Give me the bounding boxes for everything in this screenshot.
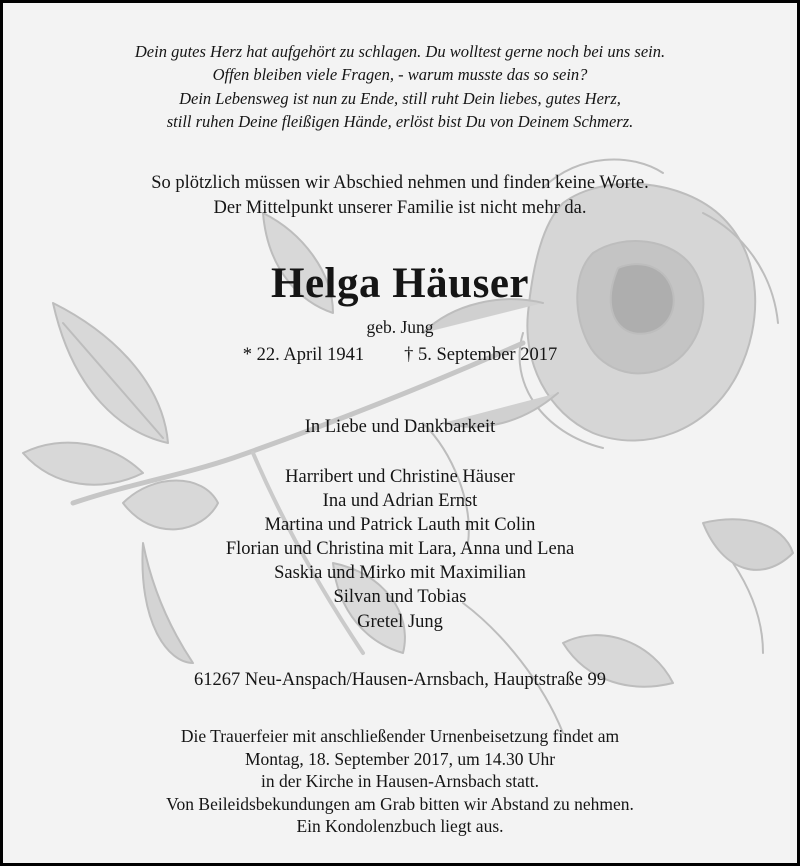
obituary-card [3,3,797,863]
life-dates [3,343,797,367]
ceremony-line: Montag, 18. September 2017, um 14.30 Uhr [244,748,556,769]
family-member: Florian und Christina mit Lara, Anna und Lena [225,539,575,560]
family-member: Gretel Jung [357,611,443,632]
poem [3,40,797,133]
ceremony-line: Ein Kondolenzbuch liegt aus. [296,816,504,836]
family-member: Ina und Adrian Ernst [322,491,478,512]
intro-line: Der Mittelpunkt unserer Familie ist nicht mehr da. [213,198,587,218]
poem-line: still ruhen Deine fleißigen Hände, erlöst bist Du von Deinem Schmerz. [166,111,634,131]
family-member: Martina und Patrick Lauth mit Colin [264,515,536,536]
ceremony-line: in der Kirche in Hausen-Arnsbach statt. [261,771,539,791]
poem-line: Dein gutes Herz hat aufgehört zu schlagen. Du wolltest gerne noch bei uns sein. [134,42,666,61]
family-member: Saskia und Mirko mit Maximilian [274,563,526,584]
ceremony-line: Von Beileidsbekundungen am Grab bitten wir Abstand zu nehmen. [166,793,634,814]
family-member: Harribert und Christine Häuser [285,467,515,487]
dedication: In Liebe und Dankbarkeit [304,417,496,437]
ceremony-info [3,725,797,838]
family-list [3,465,797,634]
intro-line: So plötzlich müssen wir Abschied nehmen und finden keine Worte. [151,173,649,193]
ceremony-line: Die Trauerfeier mit anschließender Urnenbeisetzung findet am [180,726,620,746]
intro-text [3,171,797,221]
poem-line: Offen bleiben viele Fragen, - warum musste das so sein? [212,65,588,85]
birth-date: * 22. April 1941 [242,345,365,365]
birth-name: geb. Jung [366,317,434,337]
family-member: Silvan und Tobias [333,587,467,608]
deceased-name: Helga Häuser [271,260,529,307]
death-date: † 5. September 2017 [404,345,558,365]
poem-line: Dein Lebensweg ist nun zu Ende, still ruht Dein liebes, gutes Herz, [179,88,621,108]
address: 61267 Neu-Anspach/Hausen-Arnsbach, Hauptstraße 99 [193,670,607,690]
